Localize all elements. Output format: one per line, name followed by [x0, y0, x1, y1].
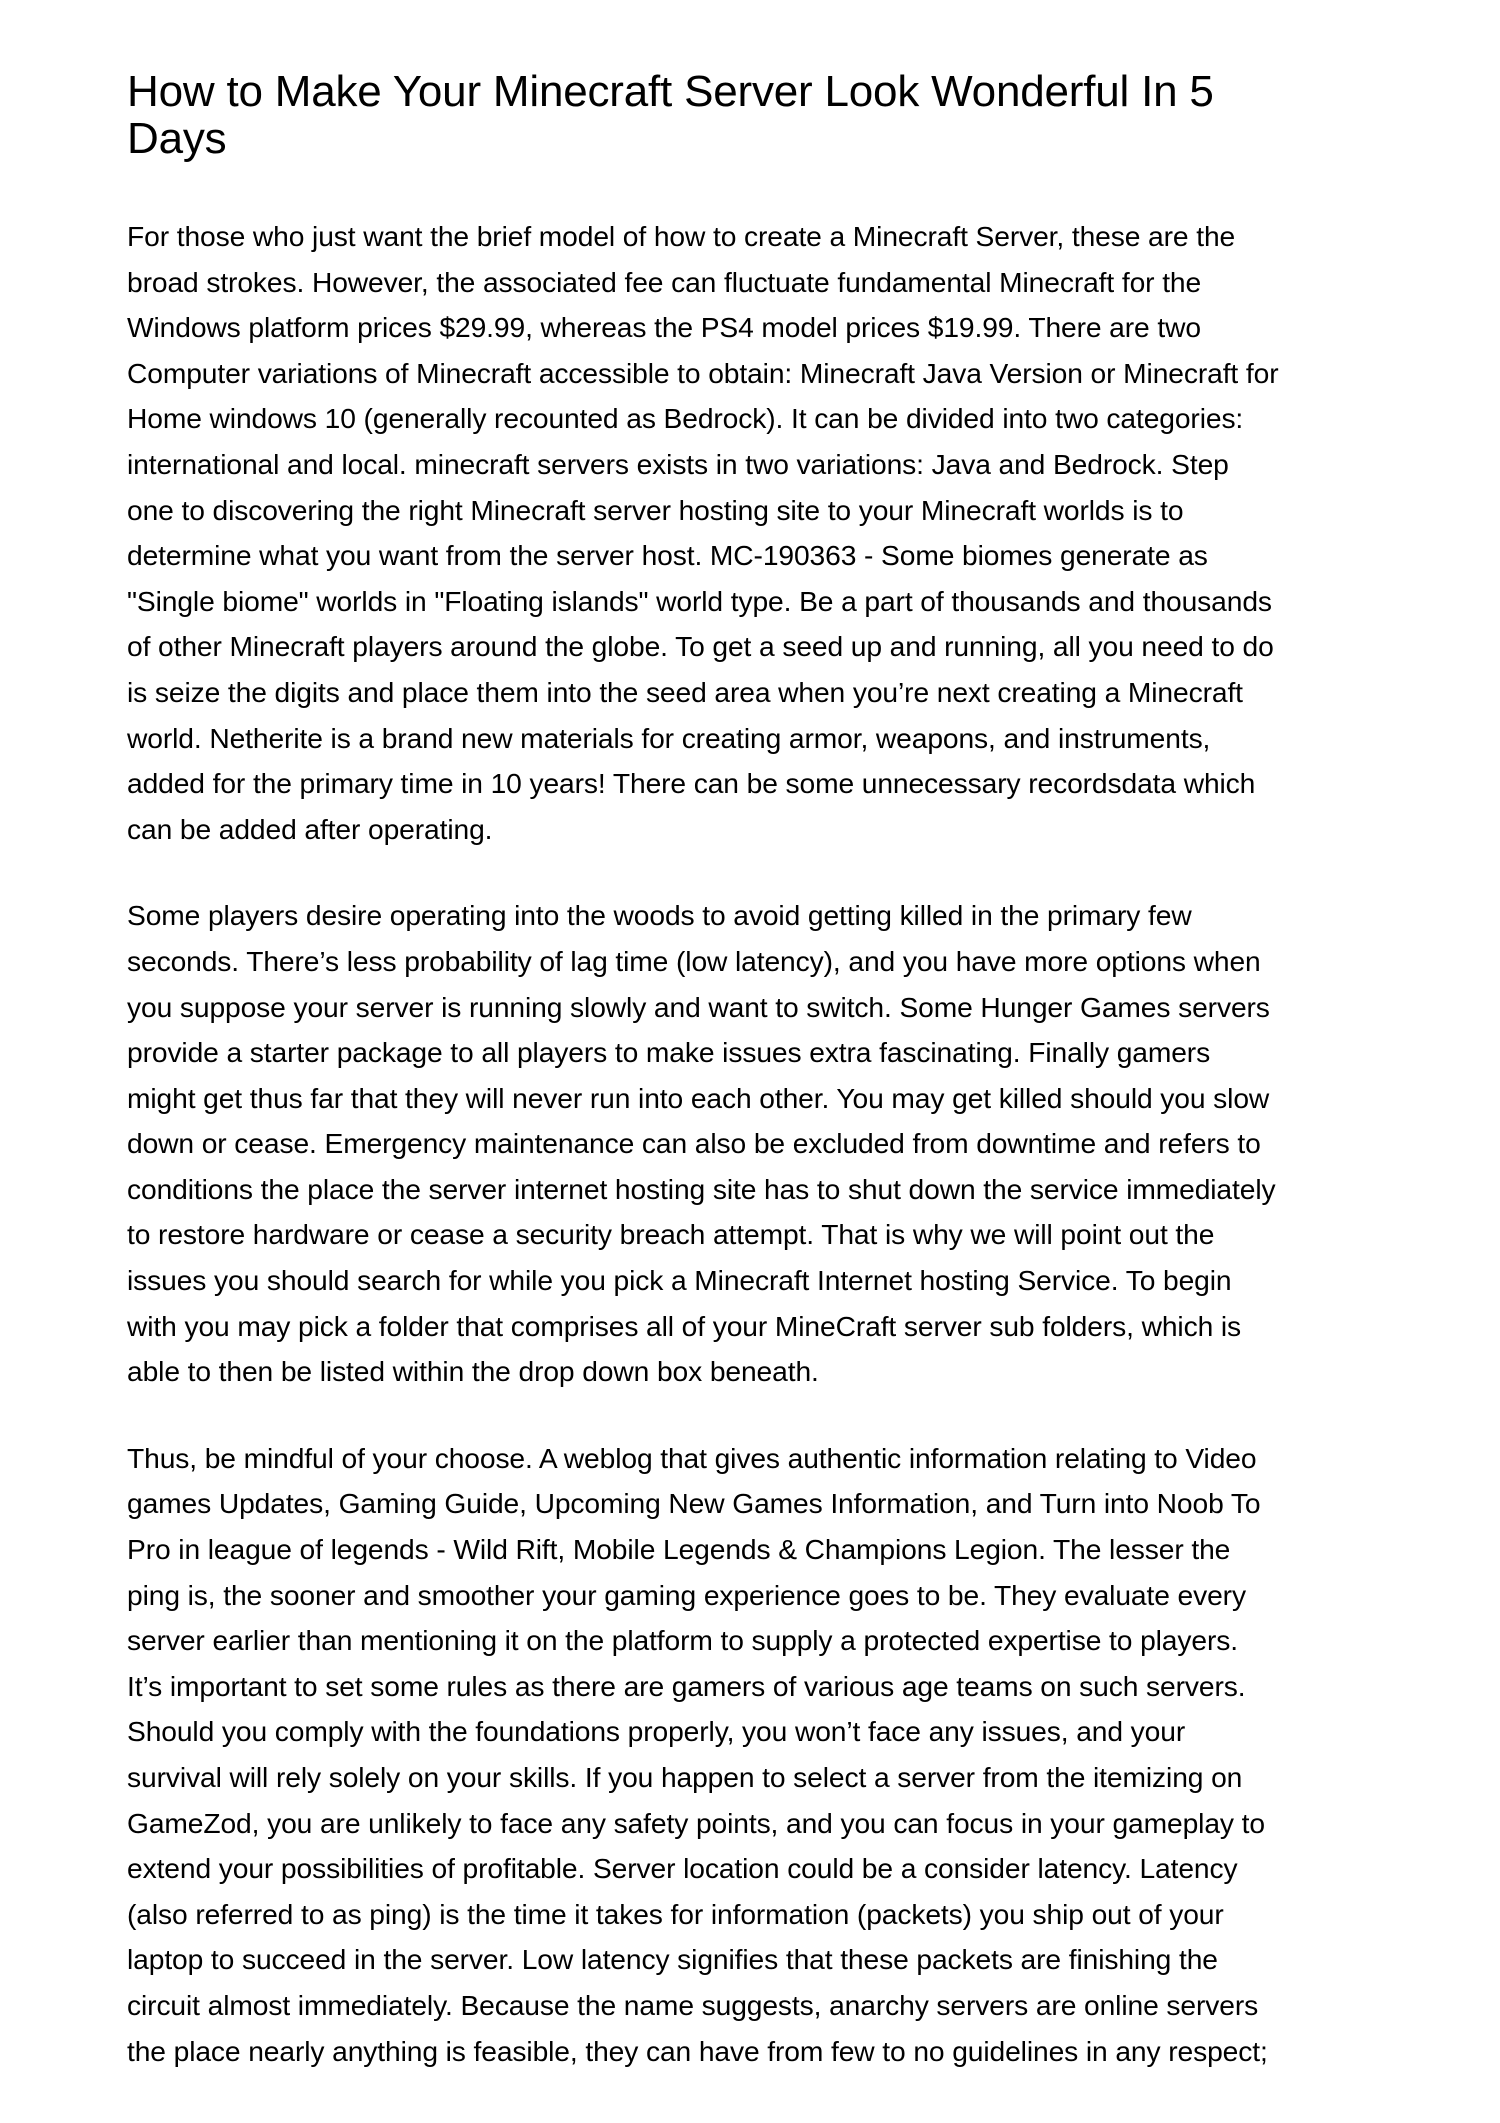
document-title — [127, 68, 1387, 162]
text-line: laptop to succeed in the server. Low latency signifies that these packets are finishing the — [127, 1943, 1218, 1976]
text-line: "Single biome" worlds in "Floating islands" world type. Be a part of thousands and thousands — [127, 584, 1272, 617]
paragraph-1 — [127, 214, 1387, 852]
text-line: one to discovering the right Minecraft server hosting site to your Minecraft worlds is to — [127, 493, 1184, 526]
text-line: ping is, the sooner and smoother your gaming experience goes to be. They evaluate every — [127, 1578, 1246, 1611]
text-line: to restore hardware or cease a security breach attempt. That is why we will point out the — [127, 1218, 1215, 1251]
title-line: How to Make Your Minecraft Server Look Wonderful In 5 — [127, 67, 1214, 116]
text-line: issues you should search for while you pick a Minecraft Internet hosting Service. To begin — [127, 1264, 1232, 1297]
text-line: the place nearly anything is feasible, they can have from few to no guidelines in any respect; — [127, 2034, 1268, 2067]
text-line: is seize the digits and place them into the seed area when you’re next creating a Minecraft — [127, 675, 1243, 708]
text-line: Home windows 10 (generally recounted as Bedrock). It can be divided into two categories: — [127, 402, 1244, 435]
text-line: with you may pick a folder that comprises all of your MineCraft server sub folders, which is — [127, 1309, 1242, 1342]
title-line: Days — [127, 114, 227, 163]
text-line: added for the primary time in 10 years! There can be some unnecessary recordsdata which — [127, 767, 1256, 800]
text-line: you suppose your server is running slowly and want to switch. Some Hunger Games servers — [127, 990, 1270, 1023]
text-line: server earlier than mentioning it on the platform to supply a protected expertise to players. — [127, 1624, 1238, 1657]
text-line: Windows platform prices $29.99, whereas the PS4 model prices $19.99. There are two — [127, 311, 1201, 344]
text-line: extend your possibilities of profitable. Server location could be a consider latency. Latency — [127, 1852, 1238, 1885]
paragraph-2 — [127, 893, 1387, 1395]
text-line: down or cease. Emergency maintenance can also be excluded from downtime and refers to — [127, 1127, 1261, 1160]
text-line: provide a starter package to all players to make issues extra fascinating. Finally gamers — [127, 1036, 1211, 1069]
text-line: international and local. minecraft servers exists in two variations: Java and Bedrock. Step — [127, 447, 1229, 480]
text-line: seconds. There’s less probability of lag time (low latency), and you have more options when — [127, 944, 1261, 977]
text-line: able to then be listed within the drop down box beneath. — [127, 1355, 819, 1388]
document-page — [127, 68, 1387, 2115]
text-line: GameZod, you are unlikely to face any safety points, and you can focus in your gameplay to — [127, 1806, 1265, 1839]
text-line: games Updates, Gaming Guide, Upcoming New Games Information, and Turn into Noob To — [127, 1487, 1261, 1520]
text-line: circuit almost immediately. Because the name suggests, anarchy servers are online servers — [127, 1988, 1259, 2021]
text-line: broad strokes. However, the associated fee can fluctuate fundamental Minecraft for the — [127, 265, 1202, 298]
text-line: (also referred to as ping) is the time it takes for information (packets) you ship out of your — [127, 1897, 1224, 1930]
text-line: For those who just want the brief model of how to create a Minecraft Server, these are the — [127, 220, 1236, 252]
text-line: might get thus far that they will never run into each other. You may get killed should you slow — [127, 1081, 1270, 1114]
text-line: survival will rely solely on your skills. If you happen to select a server from the itemizing on — [127, 1761, 1243, 1793]
text-line: determine what you want from the server host. MC-190363 - Some biomes generate as — [127, 539, 1208, 572]
text-line: of other Minecraft players around the globe. To get a seed up and running, all you need to do — [127, 630, 1274, 663]
text-line: Pro in league of legends - Wild Rift, Mobile Legends & Champions Legion. The lesser the — [127, 1533, 1231, 1566]
text-line: Should you comply with the foundations properly, you won’t face any issues, and your — [127, 1715, 1186, 1748]
paragraph-3 — [127, 1436, 1387, 2074]
text-line: It’s important to set some rules as there are gamers of various age teams on such servers. — [127, 1669, 1246, 1702]
text-line: world. Netherite is a brand new materials for creating armor, weapons, and instruments, — [127, 721, 1211, 754]
text-line: conditions the place the server internet hosting site has to shut down the service immediately — [127, 1172, 1276, 1205]
text-line: Some players desire operating into the woods to avoid getting killed in the primary few — [127, 899, 1192, 932]
text-line: can be added after operating. — [127, 812, 493, 845]
text-line: Computer variations of Minecraft accessible to obtain: Minecraft Java Version or Minecraft for — [127, 356, 1279, 389]
text-line: Thus, be mindful of your choose. A weblog that gives authentic information relating to Video — [127, 1441, 1257, 1474]
